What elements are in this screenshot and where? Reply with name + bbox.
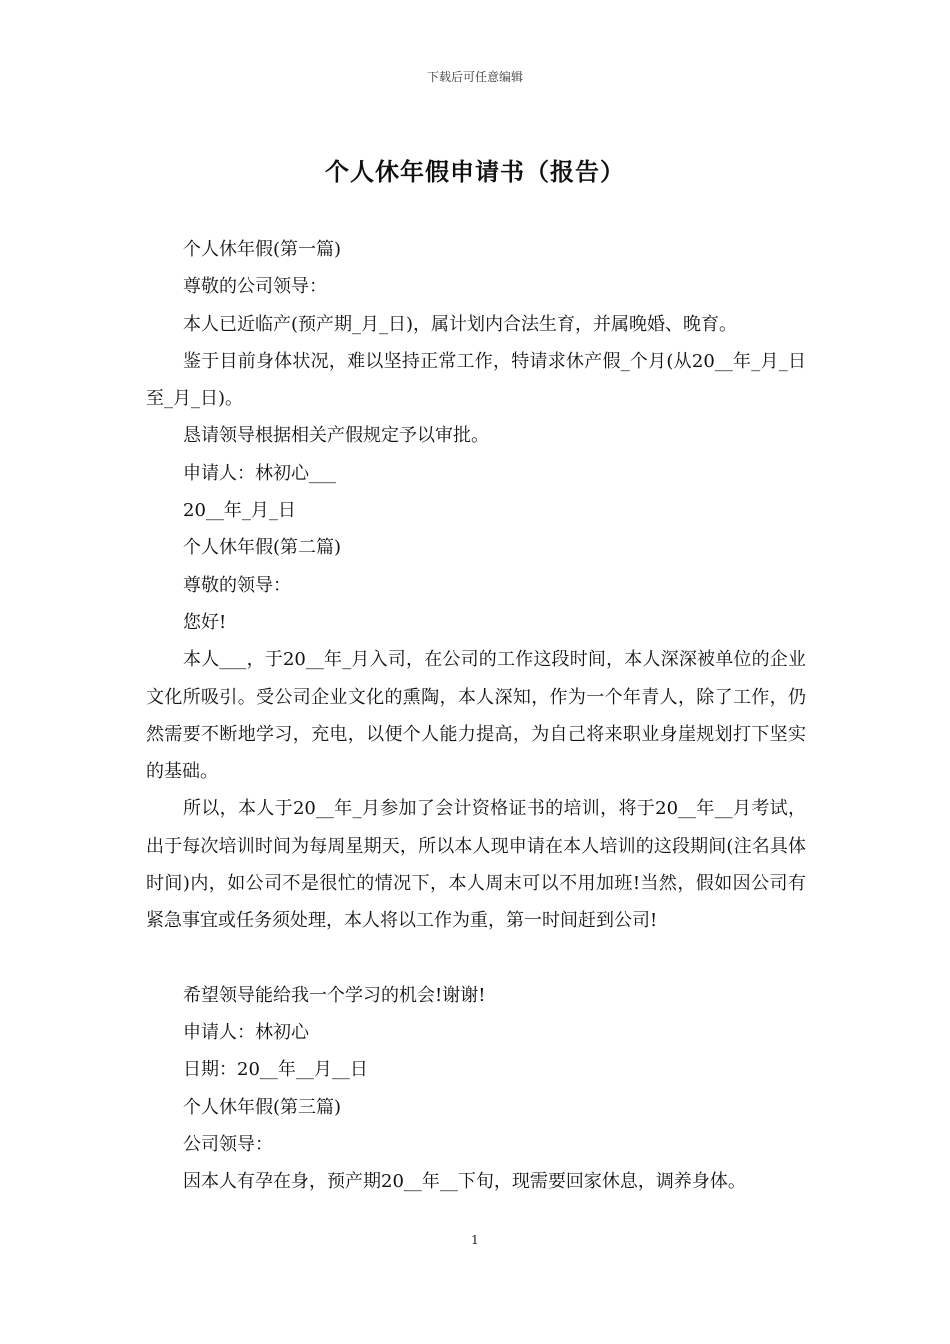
section-heading-1: 个人休年假(第一篇) [183,239,342,260]
body-paragraph: 所以，本人于20__年_月参加了会计资格证书的培训，将于20__年__月考试，出于每次培训时间为每周星期天，所以本人现申请在本人培训的这段期间(注名具体时间)内，如公司不是很忙的情况下，本人周末可以不用加班!当然，假如因公司有紧急事宜或任务须处理，本人将以工作为重，第一时间赶到公司! [146,798,806,932]
body-paragraph: 恳请领导根据相关产假规定予以审批。 [183,425,489,447]
date-line-2: 日期：20__年__月__日 [183,1059,368,1081]
body-paragraph: 本人___，于20__年_月入司，在公司的工作这段时间，本人深深被单位的企业文化所吸引。受公司企业文化的熏陶，本人深知，作为一个年青人，除了工作，仍然需要不断地学习，充电，以便个人能力提高，为自己将来职业身崖规划打下坚实的基础。 [146,649,806,783]
salutation-1: 尊敬的公司领导： [183,276,327,298]
salutation-3: 公司领导： [183,1133,273,1155]
body-paragraph: 鉴于目前身体状况，难以坚持正常工作，特请求休产假_个月(从20__年_月_日至_月_日)。 [146,350,806,410]
salutation-2: 尊敬的领导： [183,574,291,596]
applicant-line-1: 申请人：林初心___ [183,462,336,484]
section-heading-3: 个人休年假(第三篇) [183,1096,342,1118]
page-number: 1 [471,1233,479,1247]
body-paragraph: 因本人有孕在身，预产期20__年__下旬，现需要回家休息，调养身体。 [183,1171,746,1193]
document-body [146,231,806,1200]
body-paragraph: 本人已近临产(预产期_月_日)，属计划内合法生育，并属晚婚、晚育。 [183,313,738,335]
closing-line: 希望领导能给我一个学习的机会!谢谢! [183,984,486,1006]
date-line-1: 20__年_月_日 [183,500,296,522]
document-title: 个人休年假申请书（报告） [325,157,625,186]
section-heading-2: 个人休年假(第二篇) [183,537,342,559]
applicant-line-2: 申请人：林初心 [183,1021,309,1043]
header-note: 下载后可任意编辑 [426,70,523,84]
greeting: 您好! [183,611,227,633]
